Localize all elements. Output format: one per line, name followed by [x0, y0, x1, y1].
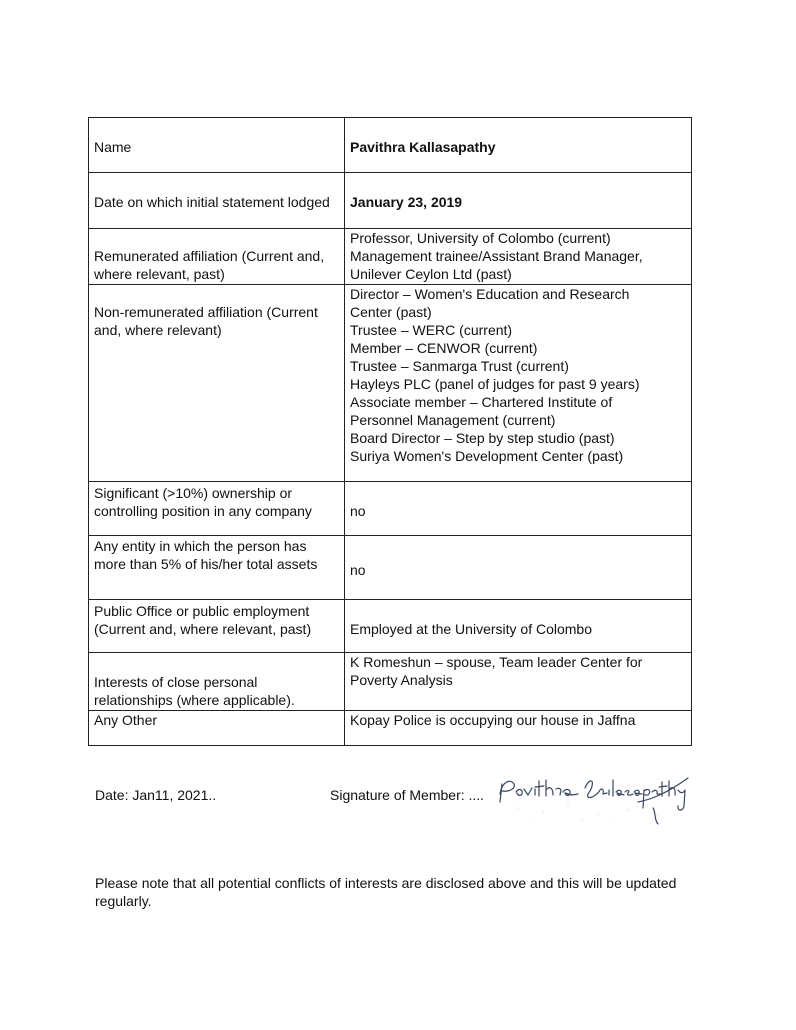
table-row: [89, 285, 692, 482]
row-label-cell: [89, 285, 345, 482]
row-label: Any entity in which the person has more than 5% of his/her total assets: [94, 538, 318, 572]
table-row: [89, 118, 692, 173]
row-value-line: Center (past): [350, 304, 432, 320]
declaration-date: Date: Jan11, 2021..: [95, 787, 217, 803]
row-label: Public Office or public employment (Current and, where relevant, past): [94, 603, 312, 637]
row-value-line: no: [350, 503, 366, 519]
row-value-line: Board Director – Step by step studio (past): [350, 430, 615, 446]
row-label-cell: [89, 653, 345, 711]
row-label: Significant (>10%) ownership or controlling position in any company: [94, 485, 312, 519]
row-value-cell: [345, 600, 692, 653]
row-value-line: no: [350, 562, 366, 578]
row-label-cell: [89, 600, 345, 653]
row-label-cell: [89, 711, 345, 746]
row-label-cell: [89, 482, 345, 536]
row-value-line: Professor, University of Colombo (current): [350, 230, 611, 246]
row-value-line: Hayleys PLC (panel of judges for past 9 years): [350, 376, 640, 392]
row-label-cell: [89, 536, 345, 600]
table-row: [89, 653, 692, 711]
handwritten-signature: [488, 768, 703, 828]
row-value-cell: [345, 229, 692, 285]
row-value-cell: [345, 118, 692, 173]
row-label: Name: [94, 139, 132, 155]
row-value-line: Member – CENWOR (current): [350, 340, 538, 356]
row-value-line: Associate member – Chartered Institute of: [350, 394, 613, 410]
row-value-line: Personnel Management (current): [350, 412, 556, 428]
row-label-cell: [89, 229, 345, 285]
declaration-table: [88, 117, 692, 746]
row-value-line: Trustee – Sanmarga Trust (current): [350, 358, 569, 374]
row-value-line: K Romeshun – spouse, Team leader Center for: [350, 654, 643, 670]
row-value-cell: [345, 173, 692, 229]
table-row: [89, 173, 692, 229]
row-value-line: Suriya Women's Development Center (past): [350, 448, 624, 464]
row-value-cell: [345, 482, 692, 536]
row-value-line: Management trainee/Assistant Brand Manager,: [350, 248, 643, 264]
row-value-line: January 23, 2019: [350, 194, 463, 210]
row-value-cell: [345, 285, 692, 482]
row-label: Non-remunerated affiliation (Current and, where relevant): [94, 304, 318, 338]
row-value-line: Kopay Police is occupying our house in Jaffna: [350, 712, 636, 728]
row-value-cell: [345, 536, 692, 600]
table-row: [89, 229, 692, 285]
row-value-cell: [345, 711, 692, 746]
row-value-line: Director – Women's Education and Research: [350, 286, 630, 302]
table-row: [89, 482, 692, 536]
signature-label: Signature of Member: ....: [330, 787, 485, 803]
row-label: Date on which initial statement lodged: [94, 194, 330, 210]
table-row: [89, 711, 692, 746]
row-label-cell: [89, 173, 345, 229]
row-label: Interests of close personal relationships (where applicable).: [94, 674, 295, 708]
row-label: Any Other: [94, 712, 158, 728]
row-value-line: Pavithra Kallasapathy: [350, 139, 496, 155]
disclosure-note: Please note that all potential conflicts of interests are disclosed above and this will be updated regularly.: [95, 875, 677, 909]
row-value-cell: [345, 653, 692, 711]
row-value-line: Trustee – WERC (current): [350, 322, 513, 338]
row-value-line: Unilever Ceylon Ltd (past): [350, 266, 512, 282]
table-row: [89, 600, 692, 653]
row-value-line: Poverty Analysis: [350, 672, 453, 688]
row-value-line: Employed at the University of Colombo: [350, 621, 592, 637]
row-label: Remunerated affiliation (Current and, where relevant, past): [94, 248, 325, 282]
table-row: [89, 536, 692, 600]
row-label-cell: [89, 118, 345, 173]
